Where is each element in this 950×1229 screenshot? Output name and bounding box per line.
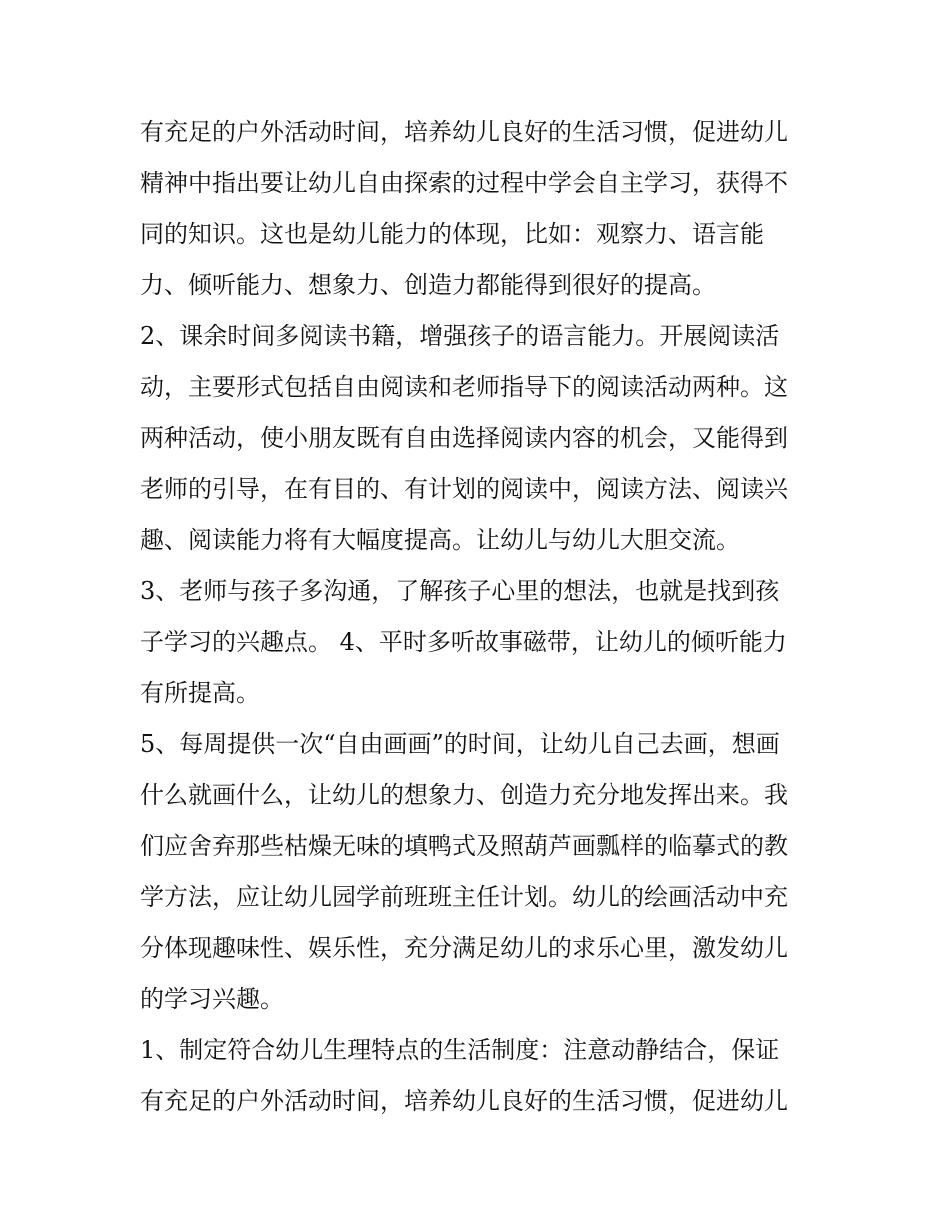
text-line: 们应舍弃那些枯燥无味的填鸭式及照葫芦画瓢样的临摹式的教 <box>140 832 788 860</box>
document-body <box>140 107 820 1127</box>
text-line: 学方法，应让幼儿园学前班班主任计划。幼儿的绘画活动中充 <box>140 883 788 911</box>
text-line: 动，主要形式包括自由阅读和老师指导下的阅读活动两种。这 <box>140 373 788 401</box>
text-line: 老师的引导，在有目的、有计划的阅读中，阅读方法、阅读兴 <box>140 475 788 503</box>
text-line: 2、课余时间多阅读书籍，增强孩子的语言能力。开展阅读活 <box>140 322 780 350</box>
text-line: 有所提高。 <box>140 679 260 707</box>
text-line: 有充足的户外活动时间，培养幼儿良好的生活习惯，促进幼儿 <box>140 118 788 146</box>
text-line: 趣、阅读能力将有大幅度提高。让幼儿与幼儿大胆交流。 <box>140 526 740 554</box>
text-line: 有充足的户外活动时间，培养幼儿良好的生活习惯，促进幼儿 <box>140 1087 788 1115</box>
text-line: 分体现趣味性、娱乐性，充分满足幼儿的求乐心里，激发幼儿 <box>140 934 788 962</box>
text-line: 的学习兴趣。 <box>140 985 284 1013</box>
text-line: 什么就画什么，让幼儿的想象力、创造力充分地发挥出来。我 <box>140 781 788 809</box>
text-line: 3、老师与孩子多沟通，了解孩子心里的想法，也就是找到孩 <box>140 577 780 605</box>
text-line: 子学习的兴趣点。 4、平时多听故事磁带，让幼儿的倾听能力 <box>140 628 787 656</box>
text-line: 1、制定符合幼儿生理特点的生活制度：注意动静结合，保证 <box>140 1036 780 1064</box>
text-line: 两种活动，使小朋友既有自由选择阅读内容的机会，又能得到 <box>140 424 788 452</box>
text-line: 精神中指出要让幼儿自由探索的过程中学会自主学习，获得不 <box>140 169 788 197</box>
text-line: 力、倾听能力、想象力、创造力都能得到很好的提高。 <box>140 271 716 299</box>
text-line: 5、每周提供一次“自由画画”的时间，让幼儿自己去画，想画 <box>140 730 780 758</box>
text-line: 同的知识。这也是幼儿能力的体现，比如：观察力、语言能 <box>140 220 764 248</box>
